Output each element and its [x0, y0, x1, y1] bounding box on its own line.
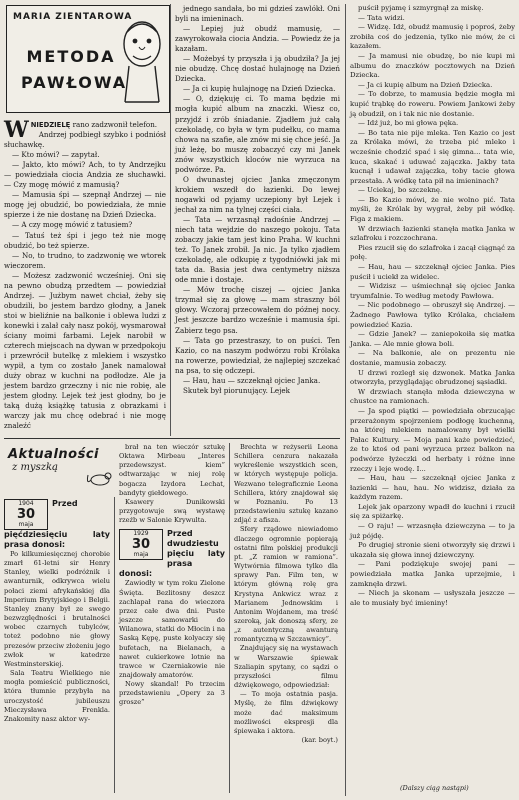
date-month: maja — [133, 551, 149, 559]
paragraph: Lejek jak oparzony wpadł do kuchni i rzucił się za spiżarkę. — [350, 502, 515, 521]
paragraph: — Lepiej już obudź mamusię, — zawyrokowała ciocia Andzia. — Powiedz że ja kazałam. — [175, 24, 340, 54]
date-day: 30 — [16, 507, 36, 522]
date-box — [4, 499, 48, 530]
column-rule — [114, 497, 115, 793]
section-logo — [8, 447, 116, 495]
date-heading-1 — [4, 499, 110, 550]
paragraph: Po drugiej stronie sieni otworzyły się drzwi i ukazała się głowa innej dziewczyny. — [350, 541, 515, 559]
paragraph: W drzwiach łazienki stanęła matka Janka w szlafroku i rozczochrana. — [350, 224, 515, 243]
paragraph: Pies rzucił się do szlafroka i zacął ciągnąć za połę. — [350, 243, 515, 262]
news-paragraph: — To moja ostatnia pasja. Myślę, że film dźwiękowy może dać maksimum możliwości ekspresji dla śpiewaka i aktora. — [234, 690, 338, 735]
date-year: 1904 — [18, 500, 34, 507]
article-column-3 — [350, 4, 515, 608]
paragraph: — Ja mamusi nie obudzę, bo nie kupi mi albumu do znaczków pocztowych na Dzień Dziecka. — [350, 51, 515, 80]
paragraph: — Tata widzi. — [358, 13, 405, 22]
paragraph: — No, to trudno, to zadzwonię we wtorek wieczorem. — [4, 250, 166, 270]
column-rule — [345, 4, 346, 796]
paragraph: — Ja spod piątki — powiedziała obrzucając przerażonym spojrzeniem podłogę kuchenną, na której mlekiem namalowany był wielki Pałac Kultury. — Moja pani każe powiedzieć, że to ktoś od pani wyrzuca przez balkon na podwórze łyżeczki od herbaty i różne inne rzeczy i leje wodę. I... — [350, 406, 515, 473]
paragraph: — Hau, hau — szczeknął ojciec Janka. — [183, 375, 321, 385]
paragraph: — A czy mogę mówić z tatusiem? — [12, 220, 133, 230]
paragraph: — Niech ja skonam — usłyszała jeszcze — ale to musiały być imieniny! — [350, 589, 515, 607]
title-line-2: PAWŁOWA — [21, 73, 128, 92]
paragraph: O dwunastej ojciec Janka zmęczonym krokiem wszedł do łazienki. Do lewej nogawki od pyjamy uczepiony był Lejek i jechał za nim na tylnej części ciała. — [175, 174, 340, 214]
date-box — [119, 529, 163, 560]
paragraph: — Kto mówi? — zapytał. — [12, 150, 100, 160]
paragraph: — Uciekaj, bo szczeknę. — [358, 186, 443, 195]
news-paragraph: Zawiodły w tym roku Zielone Święta. Bezlitosny deszcz zachlapał rana do wieczora przez całe dwa dni. Puste jeszcze samowarki do Wilanowa, statki do Młocin i na Saską Kępę, puste kolyaczy się bufetach, na Bielanach, a nawet cukierkowe lotnie na trawce w Czerniakowie nie znajdowały amatorów. — [119, 579, 225, 679]
signoff: (kar. boyt.) — [301, 736, 338, 744]
paragraph: — Pani podziękuje swojej pani — powiedziała matka Janka uprzejmie, i zamknęła drzwi. — [350, 560, 515, 588]
news-paragraph: Sfery rządowe niewiadomo dlaczego ogromnie popierają ostatni film polskiej produkcji pt. „Z ramion w ramiona”. Wytwórnia filmowa tylko dla sprawy Pan. Film ten, w którym główną rolę gra Krystyna Ankwicz wraz z Marianem Jednowskim i Antonim Wojdanem, ma treść szeroką, jak donoszą sfery, ze „z autentyczną awanturą romantyczną w Szczawnicy”. — [234, 525, 338, 644]
news-paragraph: Nowy skandal! Po trzecim przedstawieniu „Opery za 3 grosze” — [119, 680, 225, 707]
news-paragraph: Ksawery Dunikowski przygotowuje swą wystawę rzeźb w Salonie Krywulta. — [119, 497, 225, 525]
paragraph: — Na balkonie, ale on prezentu nie dostanie, mamusia zobaczy. — [350, 349, 515, 367]
news-heading: Przed dwudziestu pięciu laty prasa donosi: — [119, 529, 225, 579]
paragraph: — Nic podobnego — obruszył się Andrzej. — Żadnego Pawłowa tylko Królaka, chciałem powiedzieć Kazia. — [350, 301, 515, 329]
drop-cap: W — [4, 117, 29, 143]
paragraph: — Idź już, bo mi głowa pęka. — [358, 119, 459, 128]
date-heading-2 — [119, 529, 225, 579]
date-day: 30 — [131, 537, 151, 553]
paragraph: jednego sandała, bo mi gdzieś zawlókł. Oni byli na imieninach. — [175, 4, 340, 24]
paragraph: — Hau, hau — szczeknął ojciec Janka z łazienki — hau, hau. No widzisz, działa za każdym razem. — [350, 474, 515, 502]
news-column-2 — [119, 443, 225, 708]
article-column-2 — [175, 4, 340, 396]
paragraph: — Mów trochę ciszej — ojciec Janka trzymał się za głowę — mam straszny ból głowy. Wczoraj przecowałem do późnej nocy. Jest jeszcze bardzo wcześnie i mamusia śpi. Zabierz tego psa. — [175, 285, 340, 335]
title-line-1: METODA — [26, 47, 116, 66]
date-year: 1929 — [133, 530, 149, 538]
paragraph: — Jakto, kto mówi? Ach, to ty Andrzejku — powiedziała ciocia Andzia ze słuchawki. — Czy mogę mówić z mamusią? — [4, 160, 166, 190]
news-column-3 — [234, 443, 338, 745]
paragraph: Skutek był piorunujący. Lejek — [183, 385, 290, 395]
paragraph: — Ja ci kupię album na Dzień Dziecka. — [358, 80, 493, 89]
column-rule — [170, 4, 171, 436]
paragraph: W drzwiach stanęła młoda dziewczyna w chustce na ramionach. — [350, 387, 515, 406]
bottom-section — [4, 438, 340, 797]
paragraph: — Widzę. Idź, obudź mamusię i poproś, żeby zrobiła coś do jedzenia, tylko nie mów, że ci kazałem. — [350, 23, 515, 51]
paragraph: — O, dziękuję ci. To mama będzie mi mogła kupić album na znaczki. Wiesz co, przyjdź i zrób śniadanie. Zjadłem już całą czekoladę, co była w tym pudełku, co mama chowa na szafie, ale znów mi się chce jeść. Ja już leżę, bo muszę zobaczyć czy mi Janek znów wszystkich kloców nie wyrzuca na podwórze. Pa. — [175, 94, 340, 174]
paragraph: — Tatuś też śpi i jego też nie mogę obudzić, bo też spierze. — [4, 230, 166, 250]
continued-note: (Dalszy ciąg nastąpi) — [400, 784, 469, 792]
paragraph: — Ja ci kupię hulajnogę na Dzień Dziecka. — [183, 84, 336, 94]
date-month: maja — [18, 521, 34, 528]
paragraph: — Gdzie Janek? — zaniepokoiła się matka Janka. — Ale mnie głowa boli. — [350, 330, 515, 348]
article-title — [21, 44, 128, 96]
paragraph: — Możebyś ty przyszła i ją obudziła? Ja jej nie obudzę. Chcę dostać hulajnogę na Dzień Dziecka. — [175, 54, 340, 84]
author-name: MARIA ZIENTAROWA — [13, 12, 133, 22]
column-header-box — [6, 5, 170, 113]
column-rule — [229, 443, 230, 793]
paragraph: — O raju! — wrzasnęła dziewczyna — to ja już pójdę. — [350, 522, 515, 540]
news-heading: Przed pięćdziesięciu laty prasa donosi: — [4, 499, 110, 549]
news-paragraph: Znajdujący się na wystawach w Warszawie śpiewak Szaliapin spytany, co sądzi o przyszłości filmu dźwiękowego, odpowiedział: — [234, 644, 338, 690]
lead-rest: rano zadzwonił telefon. — [72, 120, 158, 129]
news-paragraph: Po kilkumiesięcznej chorobie zmarł 61-letni sir Henry Stanley, wielki podróżnik i awanturnik, odkrywca wielu połaci ziemi afrykańskiej dla Imperium Brytyjskiego i Belgii. Stanley znany był ze swego bezwzględności i brutalności wobec czarnych tubylców, toteż podobno nie głowy prezesów przeciw złożeniu jego zwłok w katedrze Westminsterskiej. — [4, 550, 110, 668]
paragraph: U drzwi rozległ się dzwonek. Matka Janka otworzyła, przyglądając obrudzonej sąsiadki. — [350, 368, 515, 387]
article-column-1 — [4, 117, 166, 431]
paragraph: — Widzisz — uśmiechnął się ojciec Janka tryumfalnie. To według metody Pawłowa. — [350, 282, 515, 300]
paragraph: — Bo tata nie pije mleka. Ten Kazio co jest za Królaka mówi, że trzeba pić mleko i wcześnie chodzić spać i się gimna... tata wie, kuca, skakać i uduwać zajączka. Jakby tata kucnął i udawał zajączka, toby tacie głowa przestała. A wódkę tata pił na imieninach? — [350, 128, 515, 185]
paragraph: Andrzej podbiegł szybko i podniósł słuchawkę. — [4, 130, 166, 150]
section-logo-subtitle: z myszką — [12, 462, 59, 473]
paragraph: puścił pyjamę i szmyrgnął za miskę. — [358, 4, 484, 12]
news-paragraph: Sala Teatru Wielkiego nie mogła pomieścić publiczności, która tłumnie przybyła na uroczystość jubileuszu Mieczysława Frenkla. Znakomity nasz aktor wy- — [4, 669, 110, 723]
paragraph: — Tata — wrzasnął radośnie Andrzej — niech tata wejdzie do naszego pokoju. Tata zobaczy jakie tam jest kino Praha. W kuchni też. To Janek zrobił. Ja nic. Ja tylko zjadłem czekoladę, ale odkupię z tygodniówki jak mi tata da. Basia jest dwa centymetry niższa ode mnie i dostaje. — [175, 214, 340, 285]
paragraph: — Tata go przestraszy, to on puści. Ten Kazio, co na naszym podwórzu robi Królaka na rowerze, powiedział, że najlepiej szczekać na psa, to się odczepi. — [175, 335, 340, 375]
paragraph: — To dobrze, to mamusia będzie mogła mi kupić trąbkę do roweru. Powiem Jankowi żeby ją obudził, on i tak nic nie dostanie. — [350, 90, 515, 118]
section-logo-title: Aktualności — [8, 447, 99, 462]
mouse-icon — [86, 467, 116, 487]
news-paragraph: Brechta w reżyserii Leona Schillera cenzura nakazała wykreślenie wszystkich scen, w których występuje policja. Wezwano telegraficznie Leona Schillera, który znajdował się w Poznaniu. Po 13 przedstawieniu sztukę kazano zdjąć z afisza. — [234, 443, 338, 525]
cartoon-face-icon — [119, 14, 165, 106]
paragraph: — Mamusia śpi — szepnął Andrzej — nie mogę jej obudzić, bo powiedziała, że mnie spierze i że nie dostanę na Dzień Dziecka. — [4, 190, 166, 220]
news-column-1 — [4, 499, 110, 724]
paragraph: — Możesz zadzwonić wcześniej. Oni się na pewno obudzą przedtem — powiedział Andrzej. — Jużbym nawet chciał, żeby się obudzili, bo jestem bardzo głodny, a Janek stoi w bieliźnie na balkonie i oblewa ludzi z konewki i zalał cały nasz pokój, wysmarował ściany moimi farbami. Lejek narobił w czterech miejscach na dywan w przedpokoju i przewrócił butelkę z mlekiem i wszystko wypił, a tym co zostało Janek namalował duży obraz w kuchni na podłodze. Ale ja jestem bardzo grzeczny i nic nie robię, ale jestem głodny. Lejek też jest głodny, bo je taką dużą książkę tatusia z obrazkami i warczy jak mu chcę odebrać i nie mogę znaleźć — [4, 270, 166, 431]
paragraph: — Bo Kazio mówi, że nie wolno pić. Tata myśli, że Królak by wygrał, żeby pił wódkę. Figa z makiem. — [350, 195, 515, 224]
lead-caps: NIEDZIELĘ — [30, 121, 71, 129]
paragraph: — Hau, hau — szczeknął ojciec Janka. Pies puścił i uciekł za widelec. — [350, 263, 515, 281]
news-paragraph: brał na ten wieczór sztukę Oktawa Mirbeau „Interes przedewszyst. kiem” odtwarzając w niej rolę bogacza Izydora Lechat, bandyty giełdowego. — [119, 443, 225, 497]
